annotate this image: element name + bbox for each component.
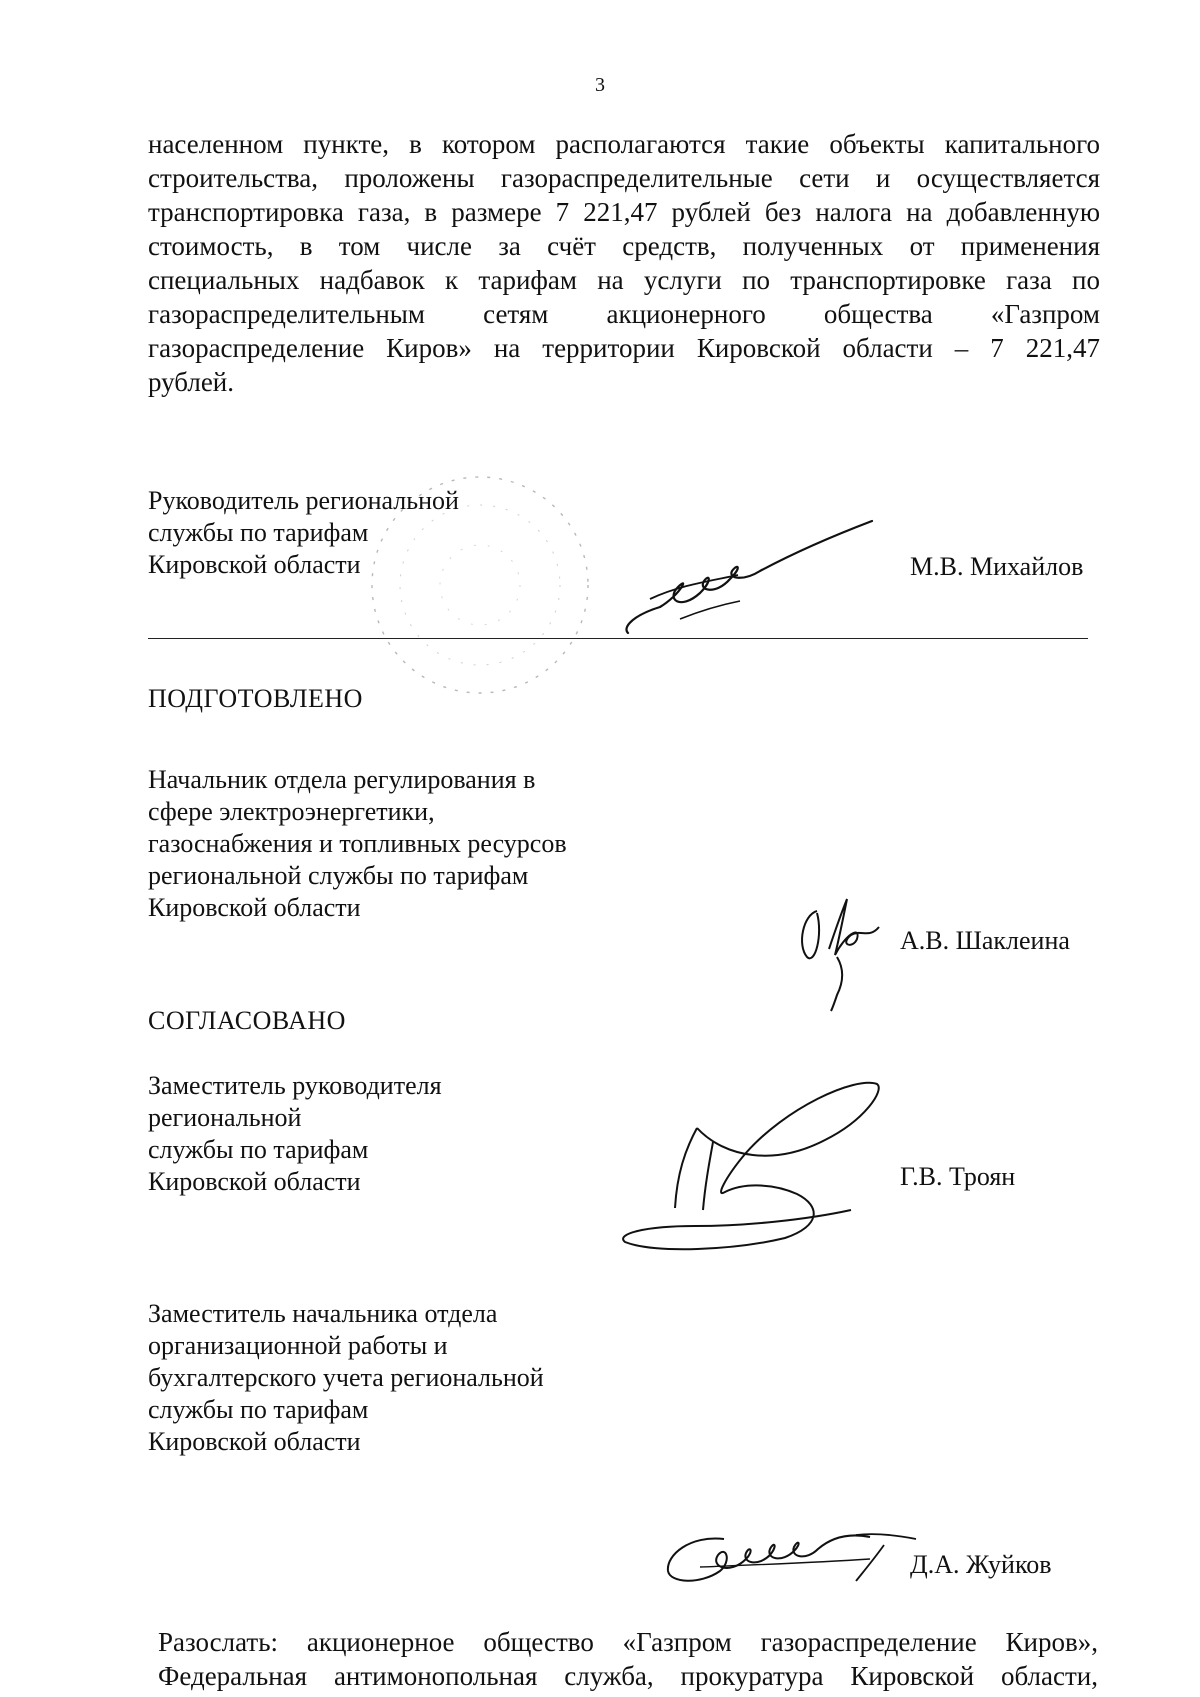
position-line: газоснабжения и топливных ресурсов <box>148 829 567 858</box>
body-line: стоимость, в том числе за счёт средств, полученных от применения <box>148 231 1100 261</box>
divider-line <box>148 638 1088 639</box>
position-line: региональной <box>148 1103 302 1132</box>
position-line: Кировской области <box>148 550 361 579</box>
signature-shakleina <box>795 895 885 1015</box>
prepared-heading: ПОДГОТОВЛЕНО <box>148 684 363 713</box>
signature-troyan <box>615 1080 890 1255</box>
agreed-name-zhuikov: Д.А. Жуйков <box>910 1550 1052 1579</box>
signature-zhuikov <box>660 1515 930 1615</box>
position-line: региональной службы по тарифам <box>148 861 529 890</box>
position-line: Заместитель руководителя <box>148 1071 442 1100</box>
prepared-name: А.В. Шаклеина <box>900 926 1070 955</box>
position-line: Кировской области <box>148 1427 361 1456</box>
agreed-position-troyan <box>148 1070 442 1198</box>
position-line: Кировской области <box>148 1167 361 1196</box>
position-line: Заместитель начальника отдела <box>148 1299 498 1328</box>
body-paragraph <box>148 127 1100 399</box>
body-line: транспортировка газа, в размере 7 221,47 рублей без налога на добавленную <box>148 197 1100 227</box>
agreed-position-zhuikov <box>148 1298 544 1458</box>
distribution-line: Федеральная антимонопольная служба, прокуратура Кировской области, <box>158 1661 1098 1691</box>
body-line: населенном пункте, в котором располагаются такие объекты капитального <box>148 129 1100 159</box>
position-line: Руководитель региональной <box>148 486 459 515</box>
head-signatory-name: М.В. Михайлов <box>910 552 1084 581</box>
agreed-heading: СОГЛАСОВАНО <box>148 1006 346 1035</box>
body-line: газораспределительным сетям акционерного общества «Газпром <box>148 299 1100 329</box>
head-signatory-position <box>148 485 459 581</box>
position-line: службы по тарифам <box>148 518 369 547</box>
page-number: 3 <box>595 74 605 96</box>
distribution-line: Разослать: акционерное общество «Газпром газораспределение Киров», <box>158 1627 1098 1657</box>
distribution-list <box>158 1625 1098 1693</box>
position-line: Кировской области <box>148 893 361 922</box>
prepared-position <box>148 764 567 924</box>
signature-mikhailov <box>620 515 880 645</box>
body-line: рублей. <box>148 367 235 397</box>
position-line: бухгалтерского учета региональной <box>148 1363 544 1392</box>
position-line: сфере электроэнергетики, <box>148 797 435 826</box>
body-line: газораспределение Киров» на территории Кировской области – 7 221,47 <box>148 333 1100 363</box>
position-line: службы по тарифам <box>148 1395 369 1424</box>
position-line: Начальник отдела регулирования в <box>148 765 536 794</box>
body-line: специальных надбавок к тарифам на услуги по транспортировке газа по <box>148 265 1100 295</box>
body-line: строительства, проложены газораспределительные сети и осуществляется <box>148 163 1100 193</box>
agreed-name-troyan: Г.В. Троян <box>900 1162 1016 1191</box>
position-line: организационной работы и <box>148 1331 448 1360</box>
position-line: службы по тарифам <box>148 1135 369 1164</box>
